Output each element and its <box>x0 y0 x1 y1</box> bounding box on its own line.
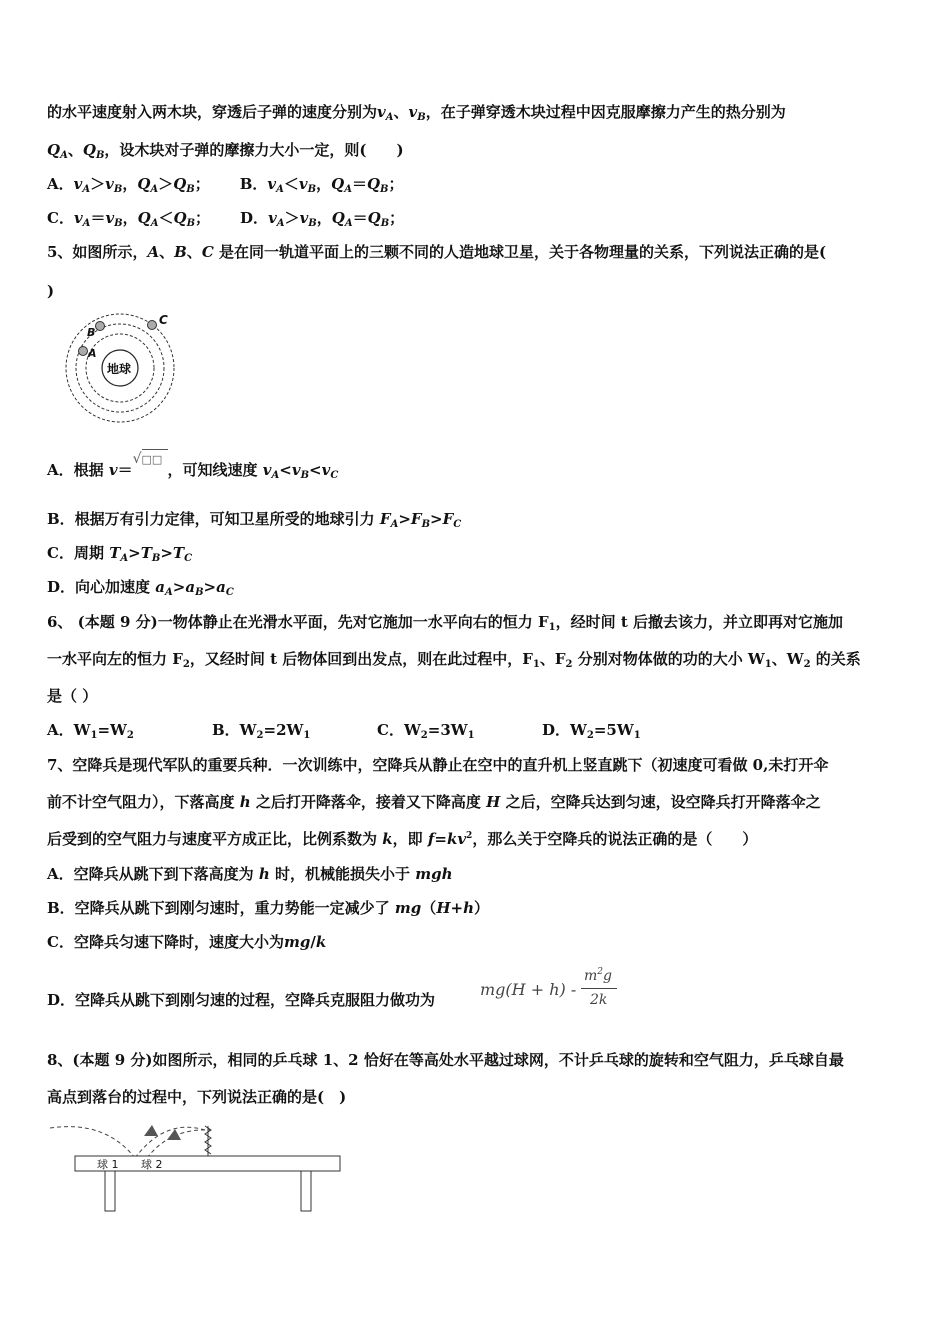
earth-label: 地球 <box>107 362 132 376</box>
q5-stem-end: ) <box>47 282 55 300</box>
q8-line2: 高点到落台的过程中，下列说法正确的是( ) <box>47 1088 347 1106</box>
label-c: C <box>159 313 168 327</box>
satellite-b <box>96 322 105 331</box>
ball-2-label: 球 2 <box>141 1158 163 1171</box>
work-formula: mg(H + h) - $m^2g$ 2k <box>480 980 576 999</box>
sqrt-placeholder: √□□ <box>133 449 168 469</box>
table-leg-left <box>105 1171 115 1211</box>
q5-option-a: A．根据 v＝√□□，可知线速度 $v_A<v_B<v_C$ <box>47 451 339 481</box>
q5-option-b: B．根据万有引力定律，可知卫星所受的地球引力 $F_A>F_B>F_C$ <box>47 510 462 530</box>
q5-option-c: C．周期 $T_A>T_B>T_C$ <box>47 544 193 564</box>
q8-line1: 8、(本题 9 分)如图所示，相同的乒乓球 1、2 恰好在等高处水平越过球网，不计乒乓球的旋转和空气阻力，乒乓球自最 <box>47 1051 844 1069</box>
q5-option-d: D．向心加速度 $a_A>a_B>a_C$ <box>47 578 234 598</box>
satellite-a <box>79 347 88 356</box>
label-b: B <box>87 326 96 339</box>
q4-options-ab: A．$v_A>v_B$，$Q_A>Q_B$； B．$v_A<v_B$，$Q_A=Q_B$； <box>47 175 404 195</box>
q4-line1: 的水平速度射入两木块，穿透后子弹的速度分别为$v_A$、$v_B$，在子弹穿透木块过程中因克服摩擦力产生的热分别为 <box>47 103 786 123</box>
q7-option-a: A．空降兵从跳下到下落高度为 h 时，机械能损失小于 mgh <box>47 865 453 883</box>
q6-options: A．$W_1=W_2$ B．$W_2=2W_1$ C．$W_2=3W_1$ D．$W_2=5W_1$ <box>47 721 641 741</box>
ball-1-marker <box>144 1125 158 1136</box>
q7-option-d: D．空降兵从跳下到刚匀速的过程，空降兵克服阻力做功为 <box>47 991 436 1009</box>
q6-line3: 是（ ） <box>47 687 98 705</box>
ball-1-label: 球 1 <box>97 1158 119 1171</box>
q7-line1: 7、空降兵是现代军队的重要兵种．一次训练中，空降兵从静止在空中的直升机上竖直跳下（初速度可看做 0,未打开伞 <box>47 756 829 774</box>
q4-options-cd: C．$v_A=v_B$，$Q_A<Q_B$； D．$v_A>v_B$，$Q_A=Q_B$； <box>47 209 405 229</box>
q6-line1: 6、 (本题 9 分)一物体静止在光滑水平面，先对它施加一水平向右的恒力 $F_1$，经时间 t 后撤去该力，并立即再对它施加 <box>47 613 843 633</box>
satellite-c <box>148 321 157 330</box>
q7-option-b: B．空降兵从跳下到刚匀速时，重力势能一定减少了 mg（H+h） <box>47 899 489 917</box>
q6-line2: 一水平向左的恒力 $F_2$，又经时间 t 后物体回到出发点，则在此过程中，$F_1$、$F_2$ 分别对物体做的功的大小 $W_1$、$W_2$ 的关系 <box>47 650 861 670</box>
satellite-orbit-diagram <box>55 305 185 430</box>
q7-line2: 前不计空气阻力），下落高度 h 之后打开降落伞，接着又下降高度 H 之后，空降兵达到匀速，设空降兵打开降落伞之 <box>47 793 821 811</box>
table-leg-right <box>301 1171 311 1211</box>
trajectory-ball-1 <box>50 1127 135 1158</box>
q7-line3: 后受到的空气阻力与速度平方成正比，比例系数为 k，即 $f=kv^2$，那么关于空降兵的说法正确的是（ ） <box>47 830 758 848</box>
label-a: A <box>88 347 97 360</box>
q5-stem: 5、如图所示，A、B、C 是在同一轨道平面上的三颗不同的人造地球卫星，关于各物理量的关系，下列说法正确的是( <box>47 243 827 261</box>
q7-option-c: C．空降兵匀速下降时，速度大小为mg/k <box>47 933 327 951</box>
ping-pong-table-diagram <box>45 1118 350 1218</box>
q4-line2: $Q_A$、$Q_B$，设木块对子弹的摩擦力大小一定，则( ) <box>47 141 404 161</box>
trajectory-ball-1-rebound <box>135 1127 205 1158</box>
